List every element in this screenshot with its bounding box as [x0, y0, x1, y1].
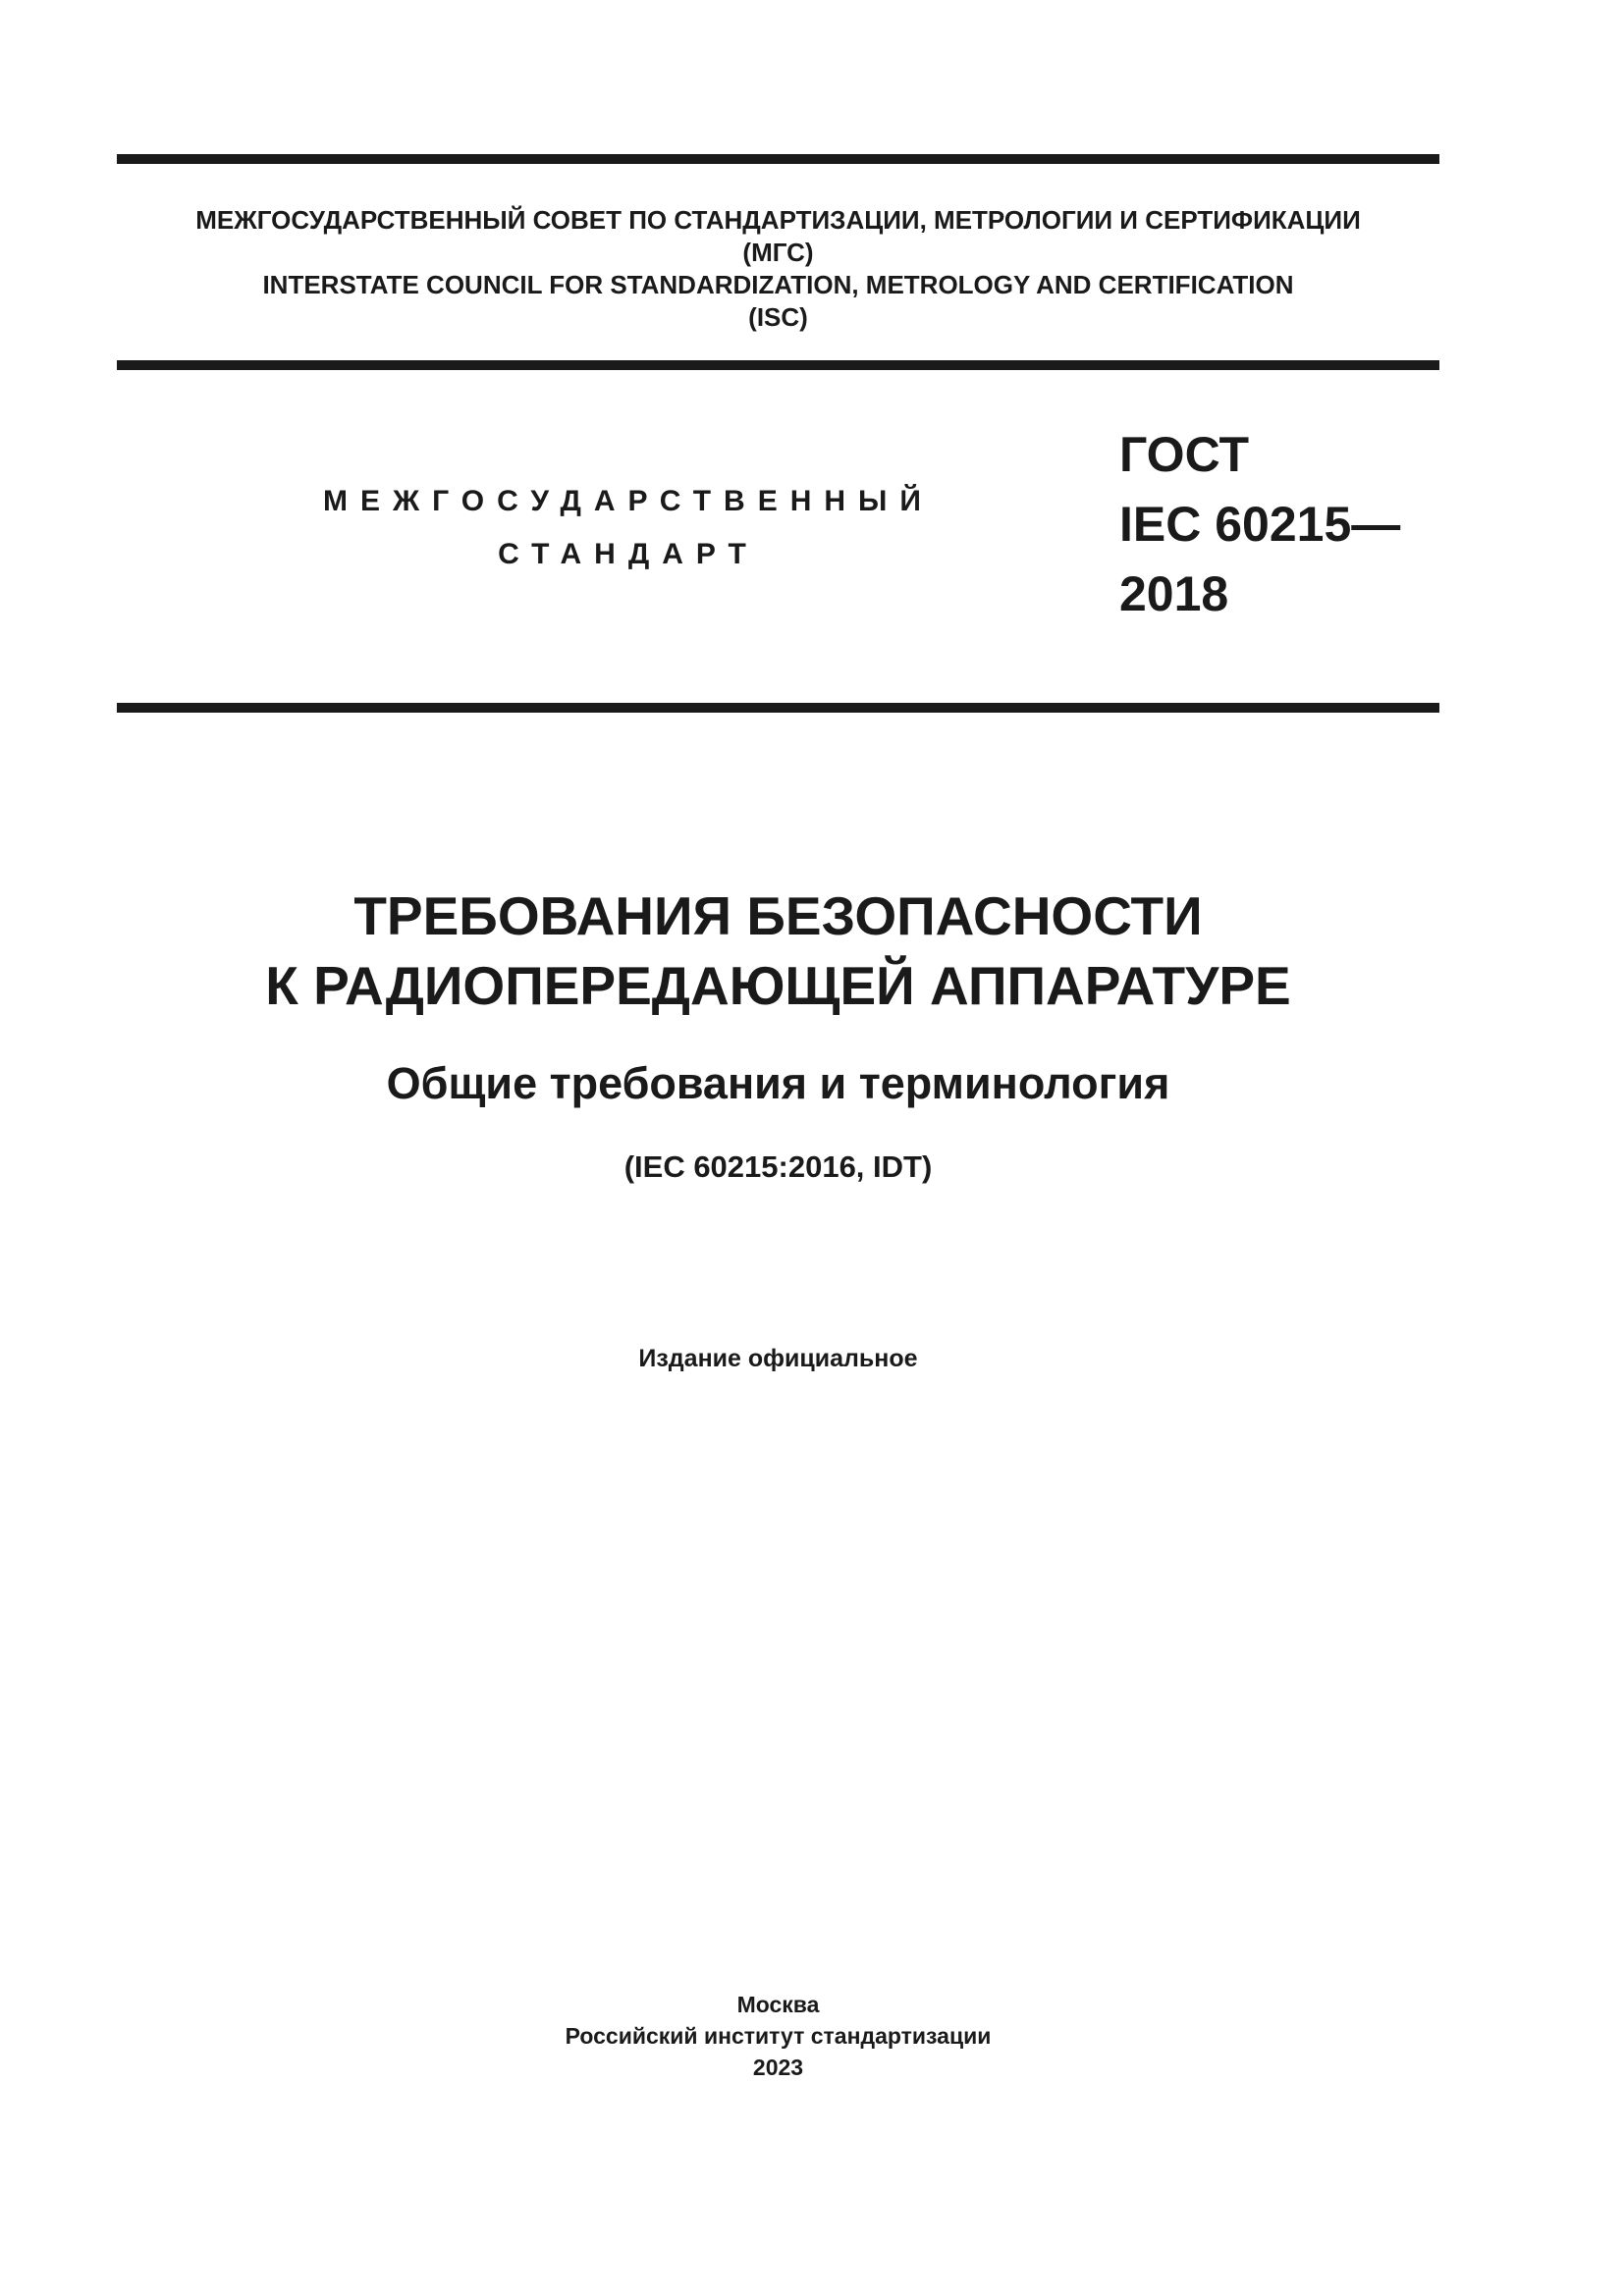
document-subtitle: Общие требования и терминология	[386, 1058, 1170, 1108]
document-title	[117, 881, 1439, 1021]
bottom-rule	[117, 703, 1439, 713]
council-name-en: INTERSTATE COUNCIL FOR STANDARDIZATION, METROLOGY AND CERTIFICATION	[262, 270, 1294, 299]
international-equivalence: (IEC 60215:2016, IDT)	[623, 1149, 933, 1184]
standard-code-line-2: IEC 60215—	[1119, 497, 1401, 552]
publisher-year: 2023	[752, 2055, 804, 2080]
council-abbr-en: (ISC)	[748, 302, 808, 332]
top-rule	[117, 154, 1439, 164]
council-abbr-ru: (МГС)	[742, 238, 814, 267]
standard-type	[275, 475, 982, 581]
edition-note: Издание официальное	[638, 1345, 918, 1372]
title-line-2: К РАДИОПЕРЕДАЮЩЕЙ АППАРАТУРЕ	[265, 955, 1291, 1016]
standard-type-line-1: МЕЖГОСУДАРСТВЕННЫЙ	[323, 485, 934, 517]
standard-code	[1119, 420, 1400, 629]
title-line-1: ТРЕБОВАНИЯ БЕЗОПАСНОСТИ	[353, 885, 1203, 946]
publisher-name: Российский институт стандартизации	[565, 2023, 992, 2049]
standard-type-line-2: СТАНДАРТ	[498, 538, 759, 570]
council-header	[117, 204, 1439, 334]
standard-code-line-1: ГОСТ	[1119, 427, 1249, 482]
middle-rule	[117, 360, 1439, 370]
publisher-block	[117, 1989, 1439, 2083]
publisher-city: Москва	[736, 1992, 820, 2017]
standard-code-line-3: 2018	[1119, 566, 1229, 621]
council-name-ru: МЕЖГОСУДАРСТВЕННЫЙ СОВЕТ ПО СТАНДАРТИЗАЦИИ, МЕТРОЛОГИИ И СЕРТИФИКАЦИИ	[195, 205, 1361, 235]
